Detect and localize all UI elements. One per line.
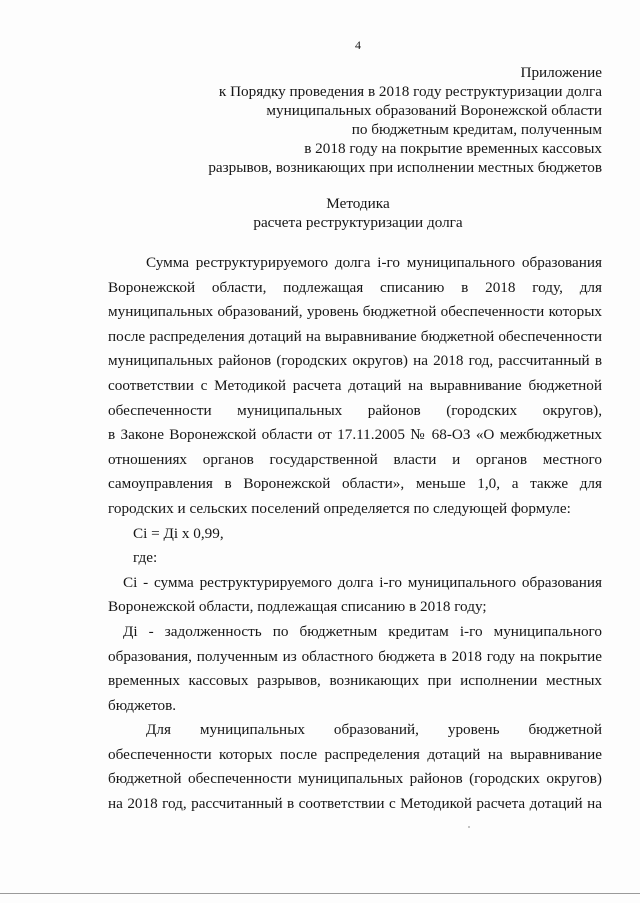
body-line: обеспеченности которых после распределения дотаций на выравнивание <box>108 745 602 763</box>
where-line: где: <box>133 549 158 567</box>
body-line: отношениях органов государственной власти и органов местного <box>108 450 602 468</box>
scan-speck <box>468 826 470 828</box>
body-line: временных кассовых разрывов, возникающих при исполнении местных <box>108 672 602 690</box>
body-line: Воронежской области, подлежащая списанию в 2018 году, для <box>108 278 602 296</box>
appendix-line: по бюджетным кредитам, полученным <box>351 121 602 138</box>
body-line: в Законе Воронежской области от 17.11.2005 № 68-ОЗ «О межбюджетных <box>108 426 602 444</box>
body-line: соответствии с Методикой расчета дотаций на выравнивание бюджетной <box>108 376 602 394</box>
appendix-header <box>132 63 602 177</box>
body-line: Воронежской области, подлежащая списанию в 2018 году; <box>108 598 487 616</box>
formula-line: Сi = Дi х 0,99, <box>133 524 224 542</box>
body-line: Для муниципальных образований, уровень бюджетной <box>146 721 602 739</box>
appendix-line: Приложение <box>520 64 602 81</box>
body-line: муниципальных образований, уровень бюджетной обеспеченности которых <box>108 303 602 321</box>
definition-line: Дi - задолженность по бюджетным кредитам i-го муниципального <box>123 622 602 640</box>
body-text <box>108 251 602 817</box>
appendix-line: муниципальных образований Воронежской области <box>266 102 602 119</box>
page-number: 4 <box>355 38 361 52</box>
body-line: на 2018 год, рассчитанный в соответствии с Методикой расчета дотаций на <box>108 795 602 813</box>
body-line: муниципальных районов (городских округов) на 2018 год, рассчитанный в <box>108 352 602 370</box>
body-line: бюджетной обеспеченности муниципальных районов (городских округов) <box>108 770 602 788</box>
method-title-line: Методика <box>326 195 390 212</box>
body-line: образования, полученным из областного бюджета в 2018 году на покрытие <box>108 647 602 665</box>
body-line: городских и сельских поселений определяется по следующей формуле: <box>108 499 571 517</box>
body-line: бюджетов. <box>108 696 177 714</box>
body-line: Сумма реструктурируемого долга i-го муниципального образования <box>146 254 602 271</box>
method-title <box>0 194 640 232</box>
body-line: после распределения дотаций на выравнивание бюджетной обеспеченности <box>108 327 602 345</box>
appendix-line: разрывов, возникающих при исполнении местных бюджетов <box>208 159 602 176</box>
method-subtitle-line: расчета реструктуризации долга <box>253 214 463 231</box>
body-line: обеспеченности муниципальных районов (городских округов), <box>108 401 602 419</box>
body-line: самоуправления в Воронежской области», меньше 1,0, а также для <box>108 475 602 493</box>
appendix-line: к Порядку проведения в 2018 году реструктуризации долга <box>218 83 602 100</box>
page-bottom-edge <box>0 893 640 894</box>
definition-line: Сi - сумма реструктурируемого долга i-го муниципального образования <box>123 573 602 591</box>
appendix-line: в 2018 году на покрытие временных кассовых <box>304 140 602 157</box>
